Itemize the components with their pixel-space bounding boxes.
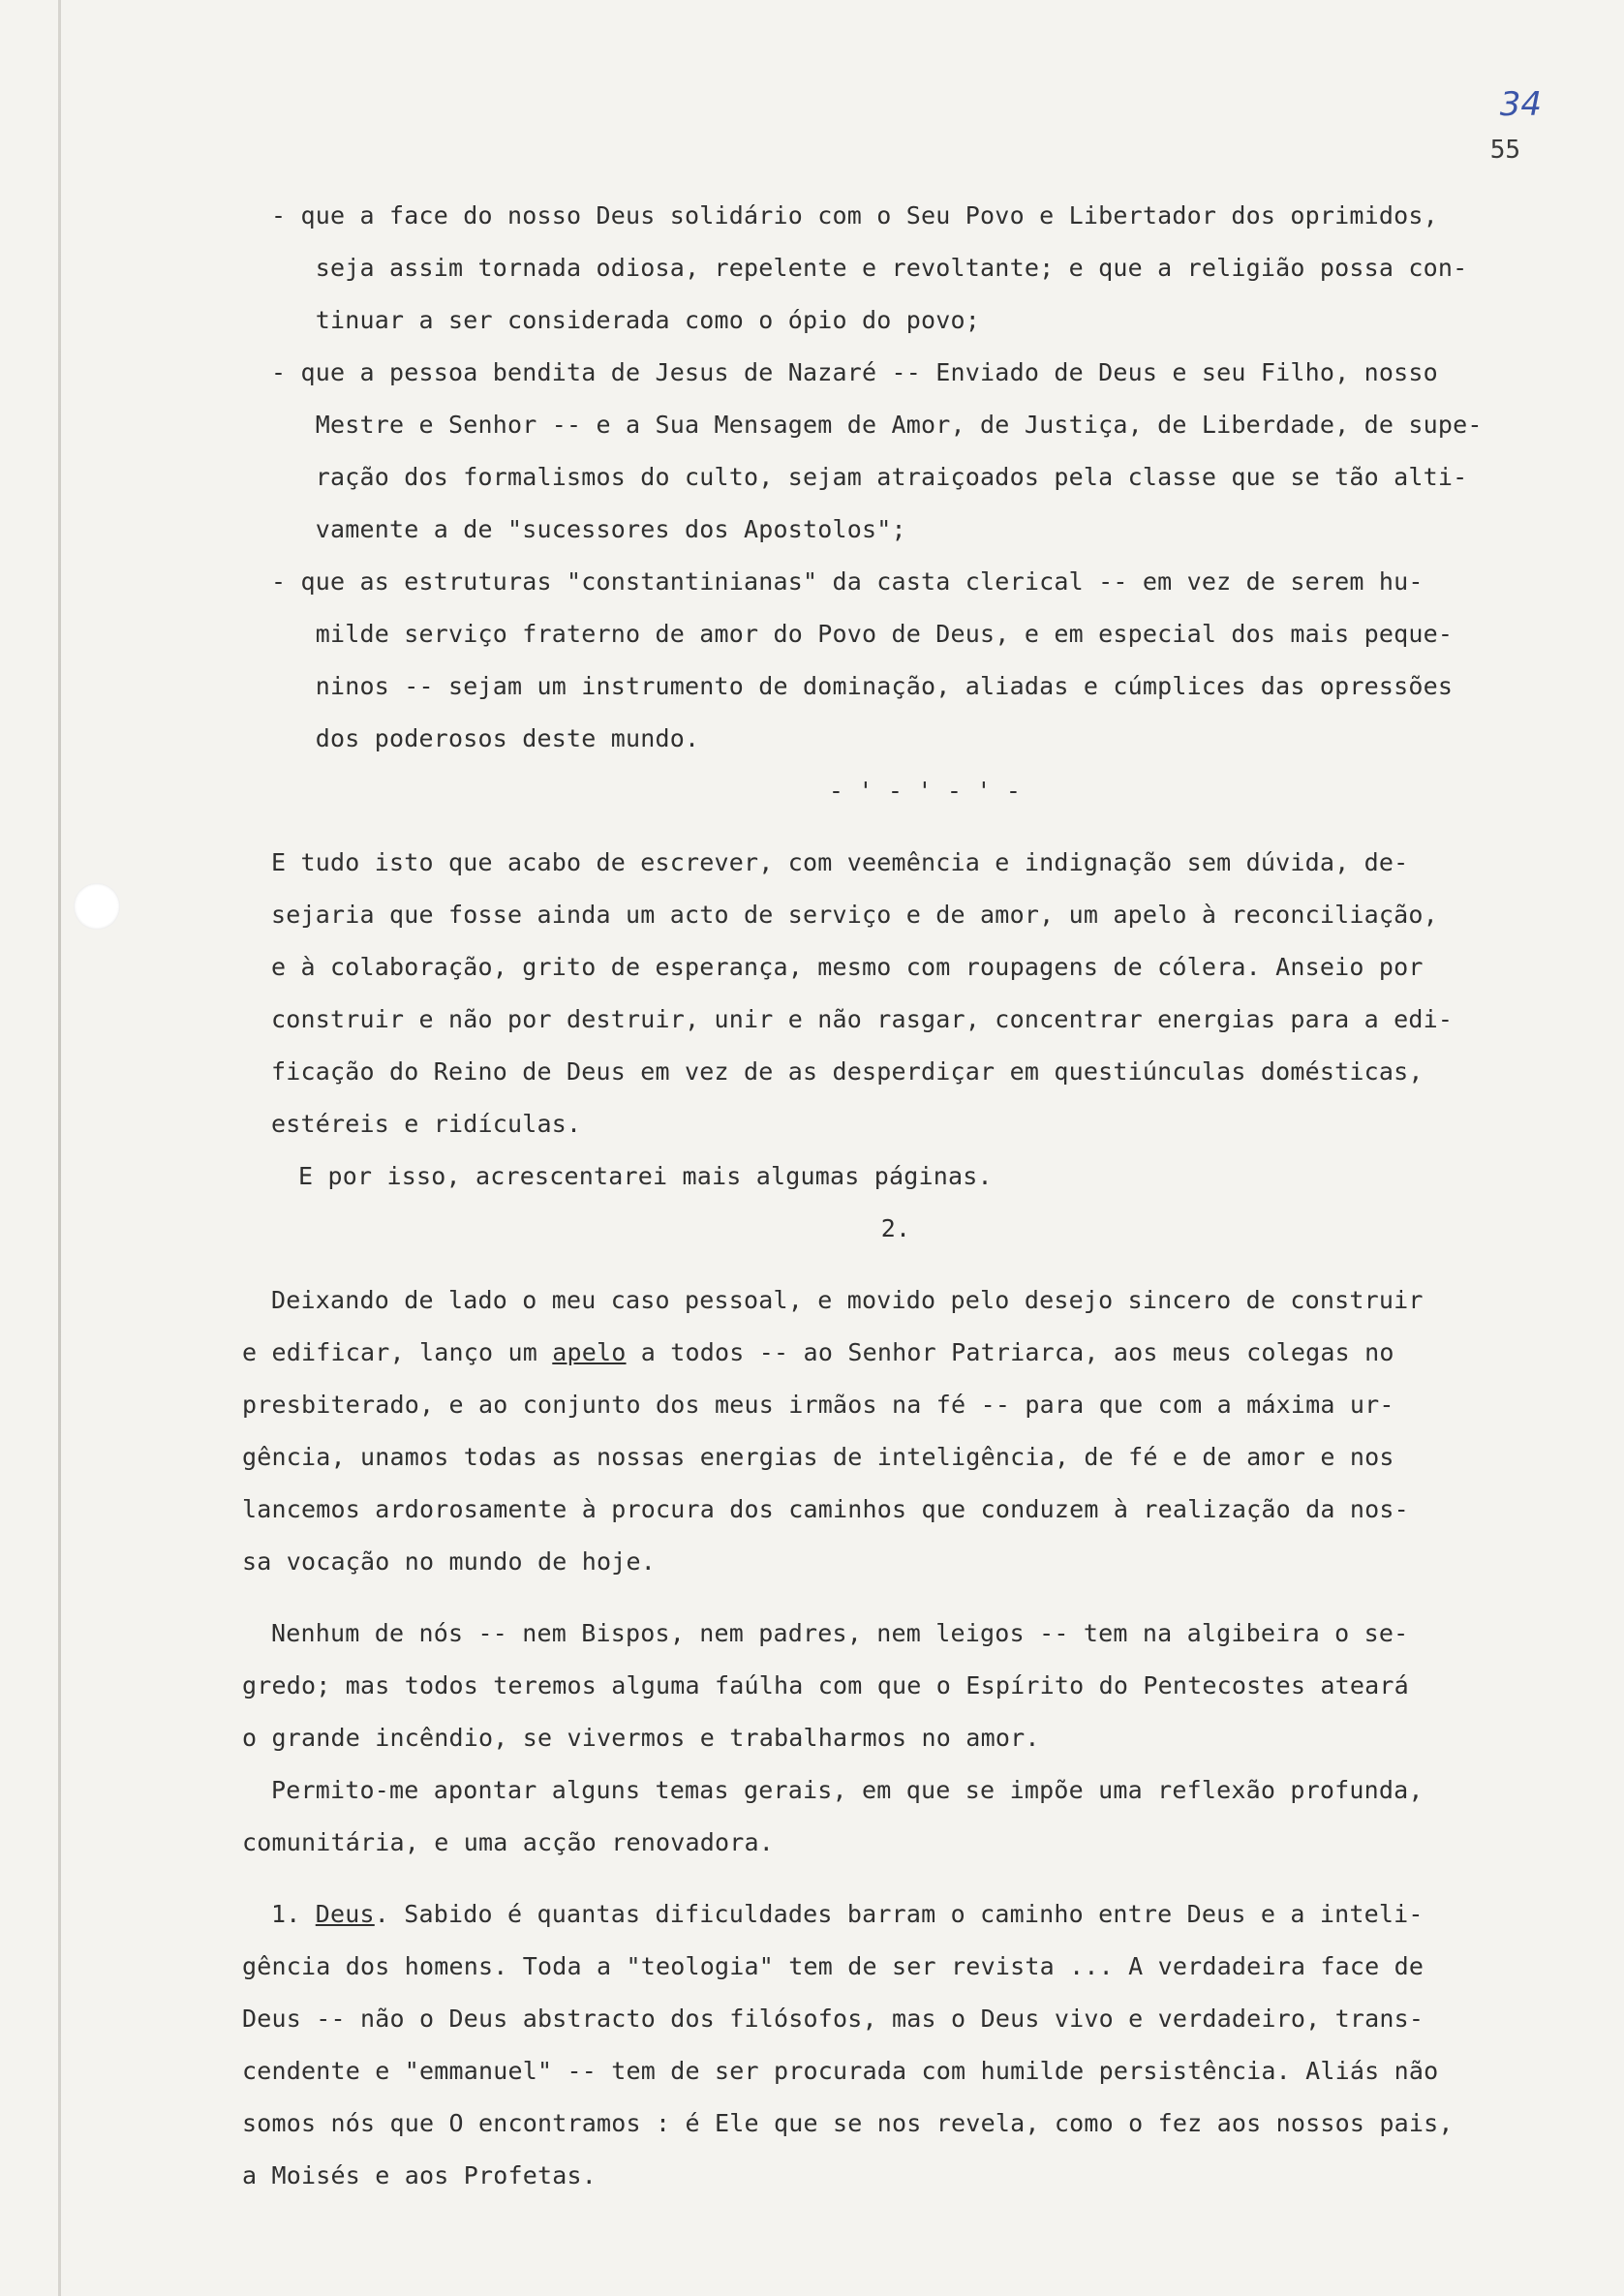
handwritten-folio-number: 34: [1499, 85, 1542, 124]
page-left-edge: [58, 0, 61, 2296]
section-divider: - ' - ' - ' -: [828, 777, 1022, 805]
text-line: Mestre e Senhor -- e a Sua Mensagem de Amor, de Justiça, de Liberdade, de supe-: [271, 411, 1483, 439]
paragraph-permito-me: [242, 1764, 1491, 1869]
paragraph-apelo: [242, 1274, 1491, 1588]
paragraph-por-isso: E por isso, acrescentarei mais algumas páginas.: [298, 1162, 993, 1190]
text-line: vamente a de "sucessores dos Apostolos";: [271, 515, 906, 543]
text-line: ração dos formalismos do culto, sejam atraiçoados pela classe que se tão alti-: [271, 463, 1468, 491]
text-line: ficação do Reino de Deus em vez de as desperdiçar em questiúnculas domésticas,: [271, 1057, 1424, 1086]
text-line: comunitária, e uma acção renovadora.: [242, 1828, 775, 1856]
text-line: - que as estruturas "constantinianas" da casta clerical -- em vez de serem hu-: [271, 567, 1424, 596]
text-line: gência dos homens. Toda a "teologia" tem de ser revista ... A verdadeira face de: [242, 1952, 1425, 1980]
text-line: somos nós que O encontramos : é Ele que se nos revela, como o fez aos nossos pais,: [242, 2109, 1454, 2137]
paragraph-jesus-de-nazare: [242, 347, 1491, 556]
text-line: presbiterado, e ao conjunto dos meus irmãos na fé -- para que com a máxima ur-: [242, 1391, 1394, 1419]
text-line: Deus -- não o Deus abstracto dos filósofos, mas o Deus vivo e verdadeiro, trans-: [242, 2005, 1425, 2033]
text-fragment: a todos -- ao Senhor Patriarca, aos meus colegas no: [626, 1338, 1394, 1366]
text-line: - que a pessoa bendita de Jesus de Nazaré -- Enviado de Deus e seu Filho, nosso: [271, 358, 1438, 386]
punch-hole: [74, 883, 120, 930]
paragraph-deus: [242, 1888, 1491, 2202]
document-body: [242, 190, 1491, 2202]
text-line: ninos -- sejam um instrumento de dominação, aliadas e cúmplices das opressões: [271, 672, 1454, 700]
text-line: Nenhum de nós -- nem Bispos, nem padres, nem leigos -- tem na algibeira o se-: [271, 1619, 1409, 1647]
text-fragment: . Sabido é quantas dificuldades barram o caminho entre Deus e a inteli-: [374, 1900, 1424, 1928]
text-line: [242, 1888, 1491, 1941]
emphasized-word-apelo: apelo: [552, 1338, 627, 1366]
paragraph-nenhum-de-nos: [242, 1607, 1491, 1764]
text-line: sejaria que fosse ainda um acto de serviço e de amor, um apelo à reconciliação,: [271, 901, 1438, 929]
text-line: a Moisés e aos Profetas.: [242, 2161, 598, 2189]
text-line: lancemos ardorosamente à procura dos caminhos que conduzem à realização da nos-: [242, 1495, 1409, 1523]
text-line: gência, unamos todas as nossas energias de inteligência, de fé e de amor e nos: [242, 1443, 1394, 1471]
paragraph-estruturas-constantinianas: [242, 556, 1491, 765]
section-number: 2.: [880, 1214, 911, 1242]
text-line: construir e não por destruir, unir e não rasgar, concentrar energias para a edi-: [271, 1005, 1454, 1033]
text-line: e à colaboração, grito de esperança, mesmo com roupagens de cólera. Anseio por: [271, 953, 1424, 981]
text-line: milde serviço fraterno de amor do Povo de Deus, e em especial dos mais peque-: [271, 620, 1454, 648]
text-line: seja assim tornada odiosa, repelente e revoltante; e que a religião possa con-: [271, 254, 1468, 282]
typed-page-number: 55: [1489, 136, 1520, 165]
text-line: cendente e "emmanuel" -- tem de ser procurada com humilde persistência. Aliás não: [242, 2057, 1439, 2085]
item-heading-deus: Deus: [315, 1900, 375, 1928]
text-line: sa vocação no mundo de hoje.: [242, 1547, 657, 1576]
paragraph-indignacao: [242, 837, 1491, 1150]
text-line: Deixando de lado o meu caso pessoal, e movido pelo desejo sincero de construir: [271, 1286, 1424, 1314]
text-line: - que a face do nosso Deus solidário com o Seu Povo e Libertador dos oprimidos,: [271, 201, 1438, 230]
text-line: E tudo isto que acabo de escrever, com veemência e indignação sem dúvida, de-: [271, 848, 1409, 876]
text-line: [242, 1327, 1491, 1379]
paragraph-face-de-deus: [242, 190, 1491, 347]
text-line: gredo; mas todos teremos alguma faúlha com que o Espírito do Pentecostes ateará: [242, 1671, 1409, 1699]
text-line: Permito-me apontar alguns temas gerais, em que se impõe uma reflexão profunda,: [271, 1776, 1424, 1804]
item-number: 1.: [271, 1900, 316, 1928]
text-line: o grande incêndio, se vivermos e trabalharmos no amor.: [242, 1724, 1040, 1752]
text-fragment: e edificar, lanço um: [242, 1338, 553, 1366]
text-line: dos poderosos deste mundo.: [271, 724, 700, 752]
text-line: tinuar a ser considerada como o ópio do povo;: [271, 306, 981, 334]
text-line: estéreis e ridículas.: [271, 1110, 582, 1138]
